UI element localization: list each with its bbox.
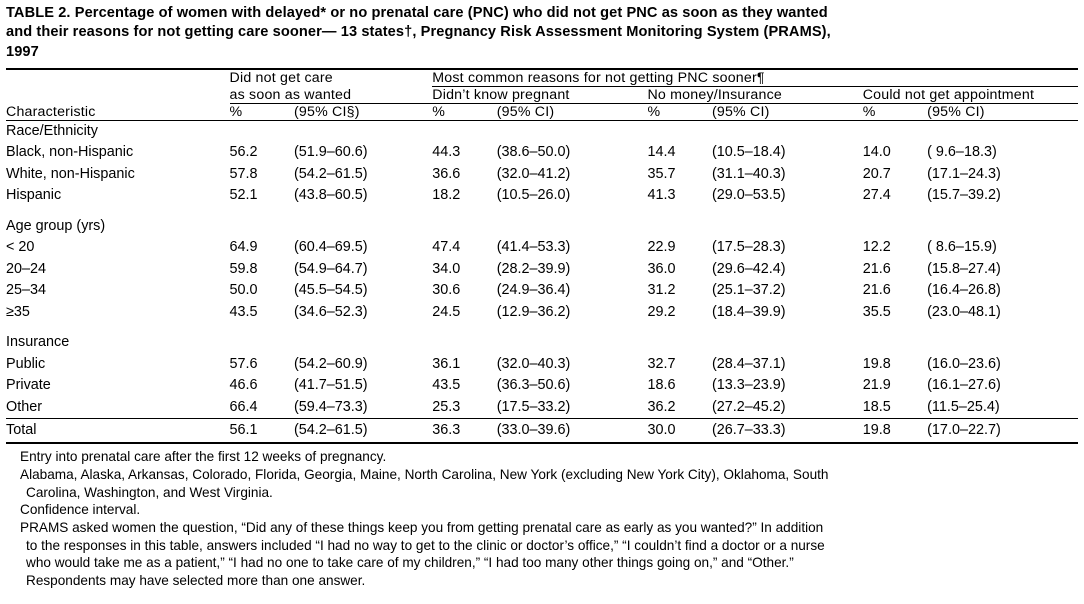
table-row: [6, 185, 1078, 207]
header-row-subcols: [6, 103, 1078, 120]
table-body: [6, 120, 1078, 442]
total-pct-2: 36.3: [432, 419, 496, 443]
table-row: [6, 354, 1078, 376]
header-pct-3: %: [647, 103, 711, 120]
cell-pct-3: 31.2: [647, 282, 676, 299]
cell-pct-1: 57.6: [229, 355, 258, 372]
footnote-3: [6, 501, 1078, 519]
title-line-2: and their reasons for not getting care sooner— 13 states†, Pregnancy Risk Assessment Monitoring System (PRAMS),: [6, 24, 831, 41]
cell-pct-4: 27.4: [862, 187, 891, 204]
footnote-4-text: PRAMS asked women the question, “Did any of these things keep you from getting prenatal care as early as you wanted?” In addition: [20, 519, 824, 535]
header-row-spanner: [6, 70, 1078, 87]
cell-pct-4: 19.8: [862, 355, 891, 372]
table-row: [6, 164, 1078, 186]
cell-ci-2: (10.5–26.0): [496, 187, 571, 204]
table-row: [6, 142, 1078, 164]
cell-pct-1: 59.8: [229, 260, 258, 277]
group-label: Race/Ethnicity: [6, 122, 98, 139]
cell-pct-1: 64.9: [229, 239, 258, 256]
cell-pct-4: 18.5: [862, 398, 891, 415]
cell-ci-3: (27.2–45.2): [711, 398, 786, 415]
row-spacer: [6, 207, 1078, 216]
cell-pct-4: 12.2: [862, 239, 891, 256]
header-blank-1: [6, 70, 230, 87]
cell-pct-4: 14.0: [862, 144, 891, 161]
row-label: Private: [6, 377, 51, 394]
header-col1-line2: as soon as wanted: [230, 86, 433, 103]
cell-ci-3: (28.4–37.1): [711, 355, 786, 372]
cell-pct-1: 52.1: [229, 187, 258, 204]
cell-pct-3: 32.7: [647, 355, 676, 372]
row-label: White, non-Hispanic: [6, 165, 135, 182]
cell-pct-1: 57.8: [229, 165, 258, 182]
total-pct-1: 56.1: [230, 419, 294, 443]
cell-pct-1: 66.4: [229, 398, 258, 415]
group-filler: [230, 332, 1078, 354]
cell-ci-4: (16.4–26.8): [927, 282, 1001, 299]
cell-ci-2: (38.6–50.0): [496, 144, 571, 161]
cell-ci-4: (16.0–23.6): [927, 355, 1001, 372]
cell-pct-2: 34.0: [432, 260, 461, 277]
cell-pct-2: 18.2: [432, 187, 461, 204]
table-group-header: [6, 332, 1078, 354]
cell-ci-4: (17.1–24.3): [927, 165, 1001, 182]
cell-ci-1: (43.8–60.5): [293, 187, 368, 204]
footnote-2-cont: Carolina, Washington, and West Virginia.: [26, 484, 273, 500]
cell-ci-2: (28.2–39.9): [496, 260, 571, 277]
cell-ci-1: (51.9–60.6): [293, 144, 368, 161]
table-group-header: [6, 216, 1078, 238]
footnote-1: [6, 448, 1078, 466]
row-label: Other: [6, 398, 42, 415]
total-label: Total: [6, 419, 230, 443]
cell-pct-2: 44.3: [432, 144, 461, 161]
footnote-2: [6, 466, 1078, 484]
cell-ci-4: (23.0–48.1): [927, 303, 1001, 320]
footnote-2-mark: [6, 466, 20, 484]
row-spacer: [6, 323, 1078, 332]
cell-ci-3: (25.1–37.2): [711, 282, 786, 299]
cell-pct-3: 14.4: [647, 144, 676, 161]
cell-ci-4: (16.1–27.6): [927, 377, 1001, 394]
header-pct-2: %: [432, 103, 496, 120]
group-filler: [230, 216, 1078, 238]
cell-pct-2: 25.3: [432, 398, 461, 415]
title-line-3: 1997: [6, 43, 39, 60]
footnote-1-mark: [6, 448, 20, 466]
header-group-appointment: Could not get appointment: [863, 86, 1078, 103]
cell-pct-4: 21.6: [862, 282, 891, 299]
cell-ci-1: (60.4–69.5): [293, 239, 368, 256]
cell-ci-3: (17.5–28.3): [711, 239, 786, 256]
page-title: [6, 4, 1078, 62]
header-row-groups: [6, 86, 1078, 103]
row-label: Hispanic: [6, 187, 62, 204]
cell-pct-4: 35.5: [862, 303, 891, 320]
row-label: Public: [6, 355, 46, 372]
header-ci-4: (95% CI): [927, 103, 1078, 120]
header-ci-1: (95% CI§): [294, 103, 432, 120]
header-pct-1: %: [230, 103, 294, 120]
header-ci-2: (95% CI): [497, 103, 648, 120]
cell-ci-3: (31.1–40.3): [711, 165, 786, 182]
cell-ci-3: (13.3–23.9): [711, 377, 786, 394]
row-label: 25–34: [6, 282, 47, 299]
cell-pct-3: 22.9: [647, 239, 676, 256]
cell-pct-3: 35.7: [647, 165, 676, 182]
header-characteristic: Characteristic: [6, 103, 230, 120]
row-label: ≥35: [6, 303, 30, 320]
table-row: [6, 259, 1078, 281]
footnote-1-text: Entry into prenatal care after the first 12 weeks of pregnancy.: [20, 449, 387, 465]
cell-ci-3: (10.5–18.4): [711, 144, 786, 161]
cell-ci-4: (15.7–39.2): [927, 187, 1001, 204]
cell-ci-1: (54.2–61.5): [293, 165, 368, 182]
total-pct-4: 19.8: [863, 419, 927, 443]
total-ci-1: (54.2–61.5): [294, 419, 432, 443]
footnote-4-cont-3: Respondents may have selected more than one answer.: [26, 572, 366, 588]
cell-ci-1: (41.7–51.5): [293, 377, 368, 394]
table-row: [6, 375, 1078, 397]
row-label: Black, non-Hispanic: [6, 144, 134, 161]
total-pct-3: 30.0: [647, 419, 711, 443]
total-ci-2: (33.0–39.6): [497, 419, 648, 443]
row-label: 20–24: [6, 260, 47, 277]
cell-pct-3: 41.3: [647, 187, 676, 204]
table-row: [6, 302, 1078, 324]
footnote-3-mark: [6, 501, 20, 519]
cell-ci-2: (36.3–50.6): [496, 377, 571, 394]
cell-pct-4: 21.6: [862, 260, 891, 277]
cell-pct-3: 36.2: [647, 398, 676, 415]
cell-ci-4: ( 8.6–15.9): [927, 239, 997, 256]
header-group-didnt-know: Didn’t know pregnant: [432, 86, 647, 103]
cell-ci-1: (54.9–64.7): [293, 260, 368, 277]
header-ci-3: (95% CI): [712, 103, 863, 120]
footnote-4-cont-2: who would take me as a patient,” “I had no one to take care of my children,” “I had too many other things going on,” and “Other.”: [26, 555, 794, 571]
cell-ci-1: (59.4–73.3): [293, 398, 368, 415]
cell-ci-3: (29.6–42.4): [711, 260, 786, 277]
group-label: Age group (yrs): [6, 217, 106, 234]
cell-pct-1: 50.0: [229, 282, 258, 299]
footnote-4-cont-1: to the responses in this table, answers included “I had no way to get to the clinic or doctor’s office,” “I couldn’t find a doctor or a nurse: [26, 537, 825, 553]
table-row: [6, 237, 1078, 259]
group-label: Insurance: [6, 334, 70, 351]
footnotes: [6, 448, 1078, 589]
cell-ci-1: (45.5–54.5): [293, 282, 368, 299]
cell-pct-2: 43.5: [432, 377, 461, 394]
cell-ci-2: (32.0–40.3): [496, 355, 571, 372]
table-row: [6, 397, 1078, 419]
header-group-no-money: No money/Insurance: [647, 86, 862, 103]
row-label: < 20: [6, 239, 35, 256]
cell-ci-1: (54.2–60.9): [293, 355, 368, 372]
prams-table: [6, 70, 1078, 443]
cell-pct-2: 30.6: [432, 282, 461, 299]
cell-ci-4: (15.8–27.4): [927, 260, 1001, 277]
cell-ci-1: (34.6–52.3): [293, 303, 368, 320]
total-ci-3: (26.7–33.3): [712, 419, 863, 443]
cell-ci-4: ( 9.6–18.3): [927, 144, 997, 161]
cell-pct-3: 29.2: [647, 303, 676, 320]
footnote-4-mark: [6, 519, 20, 537]
total-ci-4: (17.0–22.7): [927, 419, 1078, 443]
bottom-rule: [6, 442, 1078, 444]
cell-ci-3: (29.0–53.5): [711, 187, 786, 204]
cell-ci-2: (24.9–36.4): [496, 282, 571, 299]
footnote-2-text: Alabama, Alaska, Arkansas, Colorado, Florida, Georgia, Maine, North Carolina, New York (excluding New York City), Oklahoma, South: [20, 466, 829, 482]
cell-ci-2: (17.5–33.2): [496, 398, 571, 415]
table-group-header: [6, 120, 1078, 142]
footnote-4: [6, 519, 1078, 537]
header-spanner: Most common reasons for not getting PNC sooner¶: [432, 70, 1078, 87]
cell-pct-2: 47.4: [432, 239, 461, 256]
cell-pct-4: 20.7: [862, 165, 891, 182]
cell-pct-2: 36.1: [432, 355, 461, 372]
cell-ci-4: (11.5–25.4): [927, 398, 1000, 415]
cell-pct-1: 56.2: [229, 144, 258, 161]
title-line-1: TABLE 2. Percentage of women with delayed* or no prenatal care (PNC) who did not get PNC as soon as they wanted: [6, 5, 828, 21]
cell-pct-2: 36.6: [432, 165, 461, 182]
cell-pct-4: 21.9: [862, 377, 891, 394]
cell-ci-2: (12.9–36.2): [496, 303, 571, 320]
header-col1-line1: Did not get care: [229, 70, 333, 87]
header-blank-2: [6, 86, 230, 103]
cell-pct-3: 36.0: [647, 260, 676, 277]
cell-ci-2: (41.4–53.3): [496, 239, 571, 256]
cell-ci-2: (32.0–41.2): [496, 165, 571, 182]
table-row: [6, 280, 1078, 302]
cell-pct-1: 46.6: [229, 377, 258, 394]
cell-pct-3: 18.6: [647, 377, 676, 394]
group-filler: [230, 120, 1078, 142]
footnote-3-text: Confidence interval.: [20, 502, 141, 518]
table-total-row: [6, 419, 1078, 443]
header-pct-4: %: [863, 103, 927, 120]
cell-pct-1: 43.5: [229, 303, 258, 320]
cell-ci-3: (18.4–39.9): [711, 303, 786, 320]
cell-pct-2: 24.5: [432, 303, 461, 320]
